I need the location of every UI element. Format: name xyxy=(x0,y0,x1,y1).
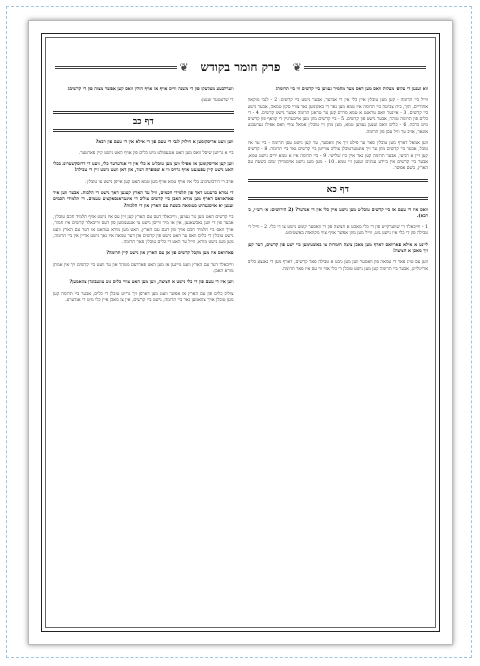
answer: די שרעטער זענען: xyxy=(200,98,234,104)
daf-label: דף כב xyxy=(132,116,154,127)
header-rule-right xyxy=(304,66,426,69)
question: די גמרא ברענגט דאך פון תלמידי חכמים, וויל עד הארץ קענען דאך נישט די הלכות. אבער ווען איר פאראוואס דארף מען מורא האבן ביי קדשים צוליב די אינטראנסאקציע טעמים. די תלמידי חכמים זענען יא אויסגעהיט בטומאה בשעת עם הארץ און די הלכות? xyxy=(53,191,234,209)
answer: ווען אמאל דארף מען טובל׳ן פאר ער פילט זיך אין וואסער, ער קען נישט עסן תרומה - ביי ער איז טובל, אבער ביי קדשים מוזן ער זיך אונטערטובלן צוליב צווייטן ביי קדשים נאר ביי תרומה. 8 - קדשים קען זיין א רביעי, אבער תרומה קען נאר איין ביז שלישי. 9 - ביי תרומה איז א טמא ידים נישט טמא, אבער ביי קדשים אין ביידע ענינים זענען זיי טמא. 10 - מען מעג נישט אויסמיידן שום בשעת עם הארץ, בשם אפשר. xyxy=(247,141,428,172)
answer: ווייל ביי תרומה - קען מען טובל׳ן איין כלי אין די אנדער, אבער נישט ביי קדשים. 2 - לגבי מוקאת אחוריים, תוך, בית צביטה ביי תרומה איז טמא מען נאר די באקומען נאר צוויי סקון טמאה, אבער נישט ביי קדשים. 3 - איינער וואס טראגט א טמא מדרס קען ער טראגן תרומה אבער נישט קדשים. 4 - די כלים פון תרומה טוהר, אבער נישט פון קדשים. 5 - ביי קדשים מוזן מען אייבערגיין די קוואף פון קדשים מיט ברכה. 6 - כלים וואס זענען געווען טמא, מען מוזן זיי טובל׳ן אמאל צוויי וואס אפילו גערעכנט אונאר, אויב ער וויל עסן פון תרומה. xyxy=(247,98,428,135)
left-column xyxy=(53,87,234,620)
daf-label: דף כא xyxy=(326,184,349,195)
page-title: פרק חומר בקודש xyxy=(200,59,281,74)
answer: 1 - ווייבאלד די שווערקייט פון די כלי מאכט א חציצה פון די וואסער קומט נישט צו די כלי. 2 - ווייל די טבילה פון די כלי איז נישט גוט, ווייל מען מוזן אפשר אויף צווי מקוואות באשטימט. xyxy=(247,225,428,237)
page-sheet xyxy=(28,20,453,645)
right-column xyxy=(248,87,429,620)
question: ווערלבטע מעלעקו פון די משנה ווייס אויף אז אויף הולין וואס קען אפשר מצוה פון די קדשים! xyxy=(67,87,234,92)
daf-rule xyxy=(248,197,429,200)
question: ליינט א אילא פארוואס דארף מען מאכן ציצה חומרות צו באשטימען ביי ישע פון קדשים, דער קען זיך מאכן א חציצה! xyxy=(247,242,428,255)
answer: צוליב כלים פון עם הארץ אז אפשר וועט מען דארפן זיך גרייט טובלן די כלים, אבער ביי תרומה קען מען טובלן אויך צוזאמען נאר ביי תרומה, נישט ביי קדשים, אין צו מאכן איין כלי מיט די אנדערע. xyxy=(53,291,234,303)
ornament-icon: ❦ xyxy=(179,60,189,74)
daf-rule xyxy=(53,129,234,132)
header-rule-left xyxy=(55,66,177,69)
question: ווען וועט אריסקומען א חילוק לגבי די טעם פון די אילא אין די טעם פון רבא? xyxy=(95,139,234,145)
answer: ווען עס טויג פאר די טמאה פון וואסער ווען מען גיבט א טבילה פאר קדשים, דארף מען די גאנצע כלים אריינלייגן, אבער ביי תרומה קען מען נישט טובלן די כלי אזוי ווי עס איז פאר תרומה. xyxy=(247,260,428,272)
ornament-icon: ❦ xyxy=(292,60,302,74)
text-columns xyxy=(53,87,428,620)
daf-heading xyxy=(248,179,429,200)
daf-heading xyxy=(53,111,234,132)
answer: אויב די דורכזעיכונג בלי איז אויף טמא אויף מען טמא האט קען אייפן נישט צו טובל׳ן. xyxy=(85,179,234,185)
question: ווען איז די טעם פון די כלי נישט א חציצה, ווען מען האט צוויי כלים גוט צוגעבונדן צוזאמען? xyxy=(69,280,234,286)
page-header xyxy=(55,57,426,77)
answer: ביי א גריזען שיסל וואס מען האט אנגעפולט מיט כלים פון אויף האט נישט קיין פארטער. xyxy=(78,150,234,156)
question: פארוואס איז מען מקבל קדשים פון אן עם הארץ און נישט קיין תרומה? xyxy=(106,251,234,257)
question: ווען קען אריסקומען אז אפילו ווען מען טובל׳ט א כלי אין די אנדערער כלי, וועט די דרוסקשערונג בכלי האט נישט קיין עפעגעט אויף גרויס ווי א שפופרת הנוד, און דאן וועט נישט זיין די טבילה! xyxy=(53,162,234,174)
question: וואס איז די טעם אז ביי קדשים טובל׳ט מען נישט איין כלי אין די אנדער? (2 הירושים: א׳ רש״י, ב׳ רבא). xyxy=(247,207,428,219)
answer: ביי קדשים האט מען גור געווען, ווייבאלד דעס עם הארץ קען זיין עס איז נישט אויף תלמיד חכם טובל׳ן, אבער פון די ווען נאכשאנען, אין אז מיר ווייסן נישט צי אנגענומען פון דעס ווייבאלד קדשים איז חמור, אויך וואס ביי תלמיד חכם אויך פון דעם עם הארץ, האט מען מורא געהאט אז דער עם הארץ וועט נישט טובל׳ן די כלים וואס ער האט נישט פון קדשים און דער טמאה איז נאך נישט אריין אין ביי תרומה, מען מעג נישט מורא, ווייל ער האט די כלים טובל׳ן פאר תרומה. xyxy=(53,214,234,246)
question: ווא זענען די עלופ׳ מעלות וואס מען דאס מער מחמיר געווען ביי קדשים ווי ביי תרומה! xyxy=(275,87,428,92)
answer: ווייבאלד דער עם הארץ וועט מיינען אז מען האט פארדעם מטהר און ער וועט ביי קדשים זיך אין אמתן מורא האבן. xyxy=(53,262,234,275)
